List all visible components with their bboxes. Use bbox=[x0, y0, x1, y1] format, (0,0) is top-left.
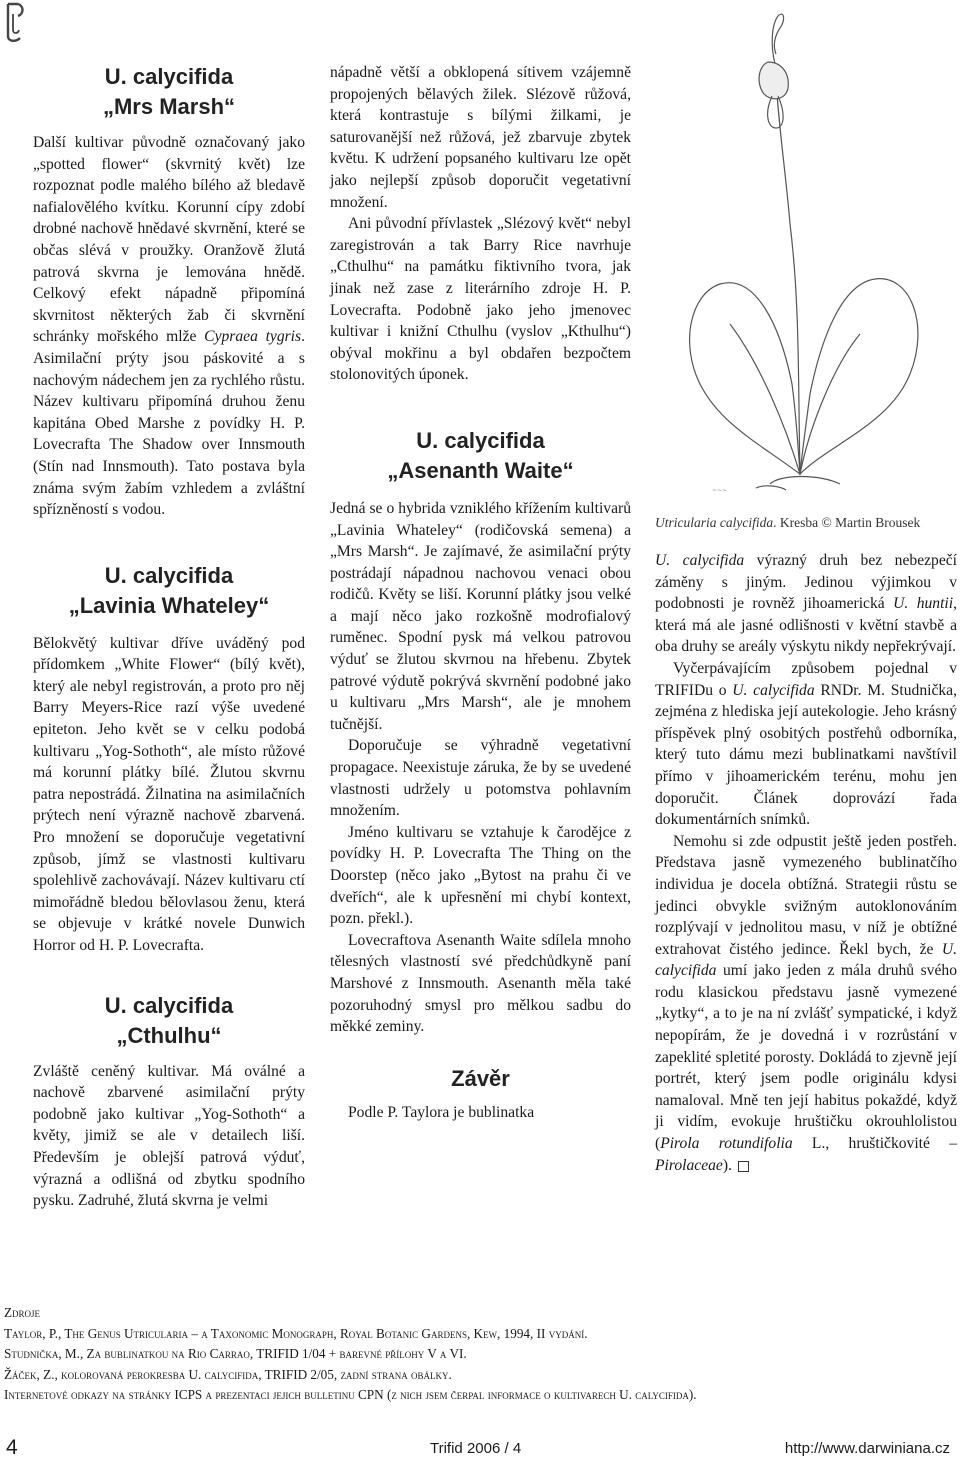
paragraph-lavinia: Bělokvětý kultivar dříve uváděný pod přídomkem „White Flower“ (bílý květ), který ale nebyl registrován, a proto pro něj Barry Meyers-Rice razí výše uvedené epiteton. Jeho květ se v celku podobá kultivaru „Yog-Sothoth“, ale místo růžové má korunní plátky bílé. Žlutou skvrnu patra nepostrádá. Žilnatina na asimilačních prýtech není výrazně nachově zbarvená. Pro množení se doporučuje vegetativní způsob, jímž se vlastnosti kultivaru spolehlivě zachovávají. Název kultivaru ctí mimořádně bledou bělovlasou ženu, která se objevuje v krátké novele Dunwich Horror od H. P. Lovecrafta. bbox=[33, 634, 305, 954]
paragraph-observation: Nemohu si zde odpustit ještě jeden postřeh. Představa jasně vymezeného bublinatčího individua je docela obtížná. Strategii růstu se jedinci obvykle svižným autoklonováním rozplývají v jednolitou masu, v níž je obtížné extrahovat čistého jedince. Řekl bych, že U. calycifida umí jako jeden z mála druhů svého rodu klasickou představu jasně vymezené „kytky“, a to je na ní zvlášť sympatické, i když nepopírám, že je dovedná i v rozrůstání v zapeklité spletité porosty. Dokládá to zjevně její portrét, který jsem podle originálu kdysi namaloval. Mně ten její habitus pokaždé, když ji vidím, evokuje hruštičku okrouhlolistou (Pirola rotundifolia L., hruštičkovité – Pirolaceae). bbox=[655, 832, 957, 1174]
reference-item: Žáček, Z., kolorovaná perokresba U. calycifida, TRIFID 2/05, zadní strana obálky. bbox=[4, 1366, 452, 1382]
page-number: 4 bbox=[6, 1436, 18, 1459]
paragraph-asenanth: Jedná se o hybrida vzniklého křížením kultivarů „Lavinia Whateley“ (rodičovská semena) a „Mrs Marsh“. Je zajímavé, že asimilační prýty postrádají nápadnou nachovou venaci obou rodičů. Květy se liší. Korunní plátky jsou velké a mají něco jako rozkošně modrofialový ruměnec. Spodní pysk má velkou patrovou výduť se žlutou skvrnou na hřebenu. Zbytek patrové výdutě pokrývá skvrnění podobné jako u kultivaru „Mrs Marsh“, ale je mnohem tučnější. bbox=[330, 499, 631, 733]
svg-text:~~~: ~~~ bbox=[712, 487, 728, 494]
heading-zaver: Závěr bbox=[451, 1065, 510, 1091]
paragraph-mrs-marsh: Další kultivar původně označovaný jako „spotted flower“ (skvrnitý květ) lze rozpoznat podle malého bílého až bledavě nafialovělého kvítku. Korunní cípy zdobí drobné nachově hnědavé skvrnění, které se občas slévá v proužky. Oranžově žlutá patrová skvrna je lemována hnědě. Celkový efekt nápadně připomíná skvrnitost některých žab či skvrnění schránky mořského mlže Cypraea tygris. Asimilační prýty jsou páskovité a s nachovým nádechem jen za rychlého růstu. Název kultivaru připomíná druhou ženu kapitána Obed Marshe z povídky H. P. Lovecrafta The Shadow over Innsmouth (Stín nad Innsmouth). Tato postava byla známa svým žabím vzhledem a zvláštní spřízněností s vodou. bbox=[33, 134, 305, 519]
heading-mrs-marsh-line1: U. calycifida bbox=[104, 64, 234, 89]
paragraph-cthulhu-name: Ani původní přívlastek „Slézový květ“ nebyl zaregistrován a tak Barry Rice navrhuje „Cthulhu“ na památku fiktivního tvora, jak jinak než zase z literárního zdroje H. P. Lovecrafta. Podobně jako jeho jmenovec kultivar i knižní Cthulhu (vyslov „Kthulhu“) obýval mokřinu a byl obdařen bezpočtem stolonovitých úponek. bbox=[330, 215, 631, 384]
utricularia-drawing-icon bbox=[660, 4, 945, 494]
column-3 bbox=[655, 550, 957, 1176]
paragraph-zaver: Podle P. Taylora je bublinatka bbox=[348, 1103, 535, 1121]
heading-lavinia-line2: „Lavinia Whateley“ bbox=[68, 592, 270, 618]
paragraph-asenanth-name: Jméno kultivaru se vztahuje k čarodějce z povídky H. P. Lovecrafta The Thing on the Doorstep (něco jako „Bytost na prahu či ve dveřích“, ale k upřesnění mi chybí kontext, pozn. překl.). bbox=[330, 823, 631, 928]
reference-item: Studnička, M., Za bublinatkou na Rio Carrao, TRIFID 1/04 + barevné přílohy V a VI. bbox=[4, 1346, 467, 1361]
trifid-logo-icon bbox=[4, 2, 26, 44]
reference-item: Internetové odkazy na stránky ICPS a prezentaci jejich bulletinu CPN (z nich jsem čerpal informace o kultivarech U. calycifida). bbox=[4, 1387, 697, 1402]
website-link[interactable]: http://www.darwiniana.cz bbox=[784, 1440, 950, 1457]
heading-mrs-marsh-line2: „Mrs Marsh“ bbox=[102, 94, 236, 119]
paragraph-asenanth-lovecraft: Lovecraftova Asenanth Waite sdílela mnoho tělesných vlastností své předchůdkyně paní Marshové z Innsmouth. Asenanth měla také pozoruhodný smysl pro mělkou sadbu do měkké zeminy. bbox=[330, 931, 631, 1036]
heading-asenanth-line2: „Asenanth Waite“ bbox=[387, 457, 574, 483]
issue-label: Trifid 2006 / 4 bbox=[430, 1440, 522, 1457]
figure-caption: Utricularia calycifida. Kresba © Martin Brousek bbox=[655, 515, 921, 530]
paragraph-studnicka: Vyčerpávajícím způsobem pojednal v TRIFIDu o U. calycifida RNDr. M. Studnička, zejména z hlediska její autekologie. Jeho krásný příspěvek plný osobitých postřehů odborníka, který tuto dámu mezi bublinatkami navštívil přímo v jihoamerickém terénu, mohu jen doporučit. Článek doprovází řada dokumentárních snímků. bbox=[655, 659, 957, 829]
column-1 bbox=[33, 62, 305, 1212]
end-mark-icon bbox=[738, 1161, 749, 1172]
paragraph-cthulhu-cont: nápadně větší a obklopená sítivem vzájemně propojených bělavých žilek. Slézově růžová, která kontrastuje s bílými žilkami, je saturovanější než růžová, jež zbarvuje zbytek květu. K udržení popsaného kultivaru lze opět jako nejlepší způsob doporučit vegetativní množení. bbox=[330, 64, 631, 211]
heading-cthulhu-line2: „Cthulhu“ bbox=[116, 1022, 222, 1048]
page-footer bbox=[0, 1430, 960, 1470]
heading-lavinia-line1: U. calycifida bbox=[104, 562, 234, 588]
heading-asenanth-line1: U. calycifida bbox=[416, 427, 545, 453]
paragraph-species: U. calycifida výrazný druh bez nebezpečí záměny s jiným. Jedinou výjimkou v podobnosti je rovněž jihoamerická U. huntii, která má ale jasné odlišnosti v květní stavbě a oba druhy se areály výskytu nikdy nepřekrývají. bbox=[655, 552, 958, 656]
paragraph-cthulhu: Zvláště ceněný kultivar. Má oválné a nachově zbarvené asimilační prýty podobně jako kultivar „Yog-Sothoth“ a květy, jimiž se ale v detailech liší. Především je oblejší patrová výduť, výrazná a odlišná od zbytku spodního pysku. Zadruhé, žlutá skvrna je velmi bbox=[33, 1062, 305, 1210]
paragraph-asenanth-propagation: Doporučuje se výhradně vegetativní propagace. Neexistuje záruka, že by se uvedené vlastnosti udržely u potomstva pohlavním množením. bbox=[330, 737, 631, 820]
reference-item: Taylor, P., The Genus Utricularia – a Taxonomic Monograph, Royal Botanic Gardens, Kew, 1994, II vydání. bbox=[4, 1325, 588, 1341]
column-2 bbox=[330, 62, 631, 1123]
references bbox=[4, 1303, 954, 1406]
references-heading: Zdroje bbox=[4, 1305, 41, 1320]
heading-cthulhu-line1: U. calycifida bbox=[104, 992, 234, 1018]
